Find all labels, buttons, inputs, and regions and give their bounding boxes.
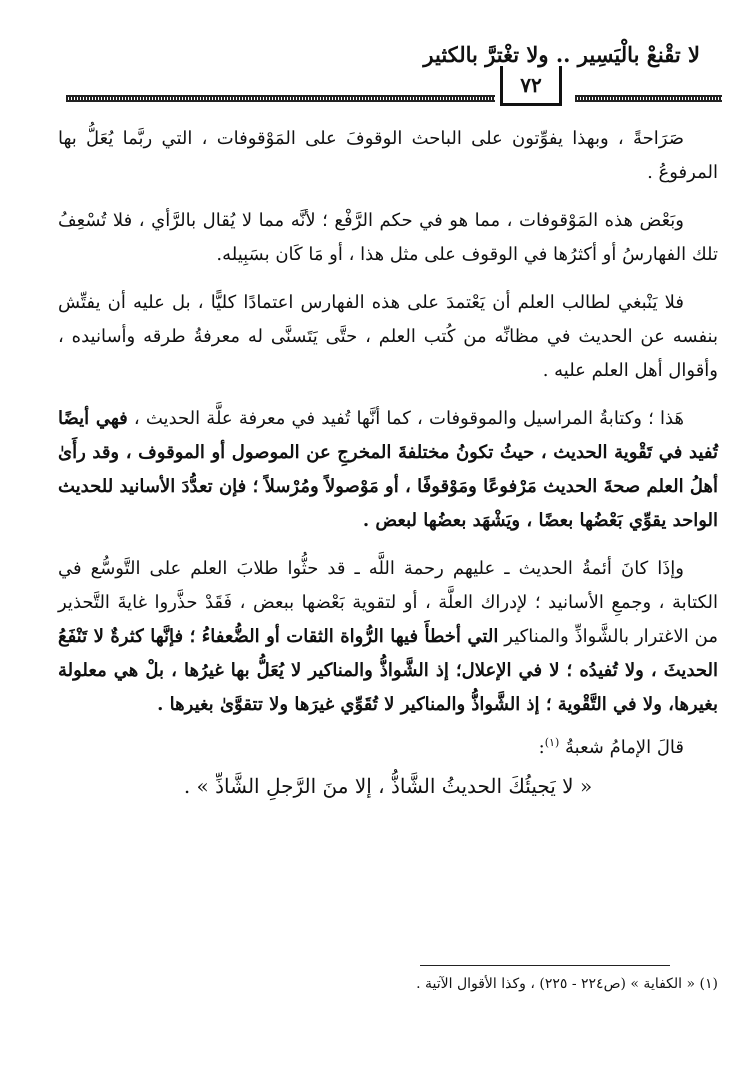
quote-intro-colon: : xyxy=(538,737,545,758)
paragraph-5-lead: وإذَا كانَ أئمةُ الحديث ـ عليهم رحمة اللَّه ـ قد حثُّوا طلابَ العلم على التَّوسُّع في الكتابة ، وجمعِ الأسانيد ؛ لإدراك العلَّة ، أو لتقوية بَعْضها ببعض ، فَقَدْ حذَّروا غايةَ التَّحذير من الاغترار بالشَّواذِّ والمناكير xyxy=(58,558,718,647)
quote-intro-text: قالَ الإمامُ شعبةُ xyxy=(565,737,684,758)
paragraph-4-bold: فهي أيضًا تُفيد في تَقْوية الحديث ، حيثُ تكونُ مختلفةَ المخرجِ عن الموصول أو الموقوف ، وقد رأَىٰ أهلُ العلم صحةَ الحديث مَرْفوعًا ومَوْقوفًا ، أو مَوْصولاً ومُرْسلاً ؛ فإن تعدُّدَ الأسانيد للحديث الواحد يقوِّي بَعْضُها بعضًا ، ويَشْهَد بعضُها لبعض . xyxy=(58,408,718,531)
header-rule-right xyxy=(575,95,722,102)
shuba-quote: « لا يَجيئُكَ الحديثُ الشَّاذُّ ، إلا منَ الرَّجلِ الشَّاذِّ » . xyxy=(183,774,593,798)
main-text xyxy=(58,122,718,817)
footnote-divider xyxy=(420,965,670,966)
page-number-text: ٧٢ xyxy=(520,72,542,97)
running-title: لا تقْنعْ بالْيَسِير .. ولا تغْترَّ بالكثير xyxy=(423,42,700,67)
paragraph-5-bold: التي أخطأَ فيها الرُّواة الثقات أو الضُّعفاءُ ؛ فإنَّها كثرةٌ لا تَنْفَعُ الحديثَ ، ولا تُفيدُه ؛ لا في الإعلال؛ إذ الشَّواذُّ والمناكير لا يُعَلُّ بها غيرُها ، بلْ هي معلولة بغيرها، ولا في التَّقْوية ؛ إذ الشَّواذُّ والمناكير لا تُقَوِّي غيرَها ولا تتقوَّىٰ بغيرها . xyxy=(58,626,718,715)
footnote-marker: (١) xyxy=(544,736,560,749)
paragraph-3: فلا يَنْبغي لطالب العلم أن يَعْتمدَ على هذه الفهارس اعتمادًا كليًّا ، بل عليه أن يفتِّش بنفسه عن الحديث في مظانِّه من كُتب العلم ، حتَّى يَتَسنَّى له معرفةُ طرقه وأسانيده ، وأقوال أهل العلم عليه . xyxy=(58,292,718,381)
page-number xyxy=(500,66,562,106)
paragraph-4 xyxy=(58,402,718,538)
footnote: (١) « الكفاية » (ص٢٢٤ - ٢٢٥) ، وكذا الأقوال الآتية . xyxy=(416,976,718,992)
paragraph-4-lead: هَذا ؛ وكتابةُ المراسيل والموقوفات ، كما أنَّها تُفيد في معرفة علَّة الحديث ، xyxy=(127,408,685,429)
header-rule-left xyxy=(66,95,495,102)
paragraph-5 xyxy=(58,552,718,722)
quote-intro xyxy=(58,726,718,765)
paragraph-2: وبَعْض هذه المَوْقوفات ، مما هو في حكم الرَّفْع ؛ لأنَّه مما لا يُقال بالرَّأي ، فلا تُسْعِفُ تلك الفهارسُ أو أكثرُها في الوقوف على مثل هذا ، أو مَا كَان بسَبِيله. xyxy=(58,210,718,265)
paragraph-1: صَرَاحةً ، وبهذا يفوِّتون على الباحث الوقوفَ على المَوْقوفات ، التي ربَّما يُعَلُّ بها المرفوعُ . xyxy=(58,128,718,183)
